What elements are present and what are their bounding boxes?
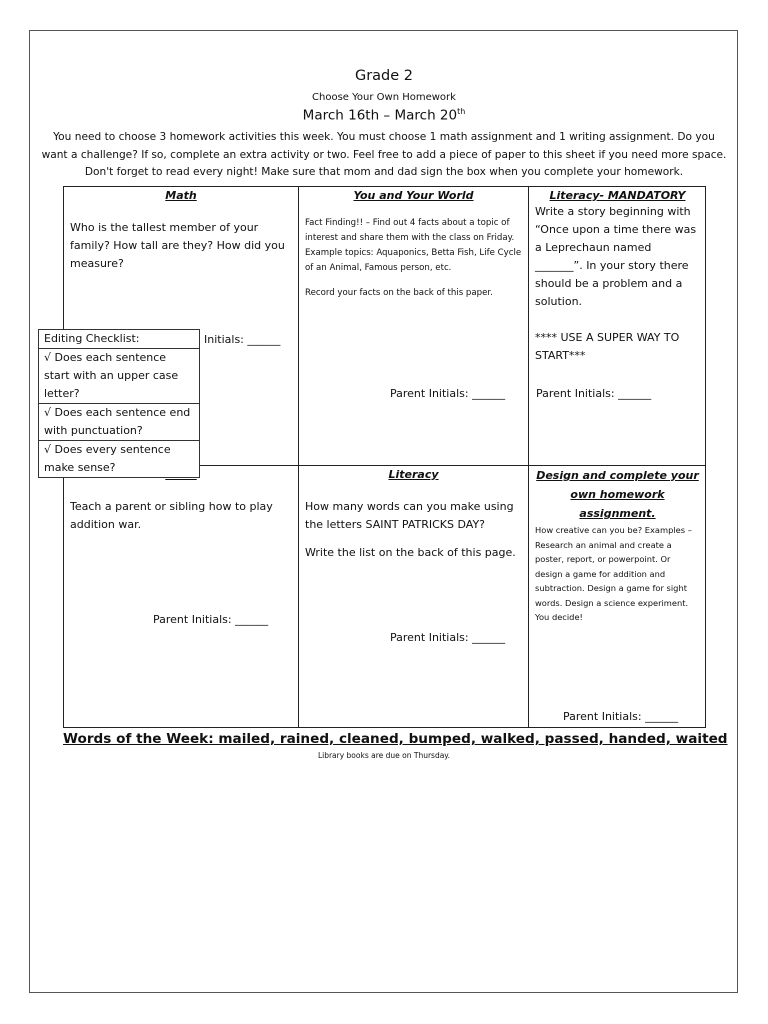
checklist-item: √ Does each sentence end with punctuation?: [39, 403, 199, 440]
cell-text: How many words can you make using the letters SAINT PATRICKS DAY?: [305, 500, 514, 531]
initials-line: Parent Initials: ______: [563, 710, 679, 723]
initials-line: Parent Initials: ______: [536, 387, 652, 400]
cell-text: Record your facts on the back of this paper.: [305, 288, 493, 298]
instructions: You need to choose 3 homework activities this week. You must choose 1 math assignment and 1 writing assignment. Do you want a challenge? If so, complete an extra activity or two. Feel free to add a piece of paper to this sheet if you need more space. Don't forget to read every night! Make sure that mom and dad sign the box when you complete your homework.: [41, 131, 727, 178]
cell-title: Literacy- MANDATORY: [549, 189, 686, 202]
date-range: [0, 107, 768, 124]
cell-title: You and Your World: [353, 189, 474, 202]
cell-title: Math: [165, 189, 197, 202]
cell-title: Design and complete your own homework assignment.: [536, 469, 699, 520]
grade-title: Grade 2: [354, 68, 414, 84]
initials-line: Parent Initials: ______: [153, 613, 269, 626]
initials-line: Initials: ______: [204, 333, 281, 346]
cell-text: Who is the tallest member of your family? How tall are they? How did you measure?: [70, 221, 285, 270]
cell-text: Fact Finding!! – Find out 4 facts about a topic of interest and share them with the class on Friday. Example topics: Aquaponics, Betta Fish, Life Cycle of an Animal, Famous person, etc.: [305, 218, 522, 273]
page-subtitle: Choose Your Own Homework: [312, 92, 456, 103]
initials-line: Parent Initials: ______: [390, 631, 506, 644]
cell-literacy-2: [299, 466, 528, 727]
date-suffix: th: [457, 107, 466, 116]
initials-line: Parent Initials: ______: [390, 387, 506, 400]
checklist-title: Editing Checklist:: [44, 332, 140, 345]
cell-math-2: [64, 466, 298, 727]
cell-text: Write the list on the back of this page.: [305, 546, 516, 559]
cell-text: **** USE A SUPER WAY TO START***: [535, 331, 680, 362]
checklist-item: √ Does every sentence make sense?: [39, 440, 199, 477]
cell-literacy-mandatory: [529, 187, 706, 465]
cell-text: Teach a parent or sibling how to play addition war.: [70, 500, 273, 531]
library-note: Library books are due on Thursday.: [317, 751, 451, 760]
checklist-item: √ Does each sentence start with an upper case letter?: [39, 348, 199, 403]
cell-text: How creative can you be? Examples – Research an animal and create a poster, report, or powerpoint. Or design a game for addition and subtraction. Design a game for sight words. Design a science experiment. You decide!: [535, 525, 692, 622]
editing-checklist: [38, 329, 200, 478]
cell-title: Literacy: [388, 468, 439, 481]
cell-design-own: [529, 466, 706, 727]
date-range-text: March 16th – March 20: [302, 107, 458, 124]
words-of-the-week: Words of the Week: mailed, rained, cleaned, bumped, walked, passed, handed, waited: [63, 731, 728, 747]
cell-text: Write a story beginning with “Once upon a time there was a Leprechaun named _______”. In your story there should be a problem and a solution.: [535, 205, 697, 308]
cell-you-and-your-world: [299, 187, 528, 465]
